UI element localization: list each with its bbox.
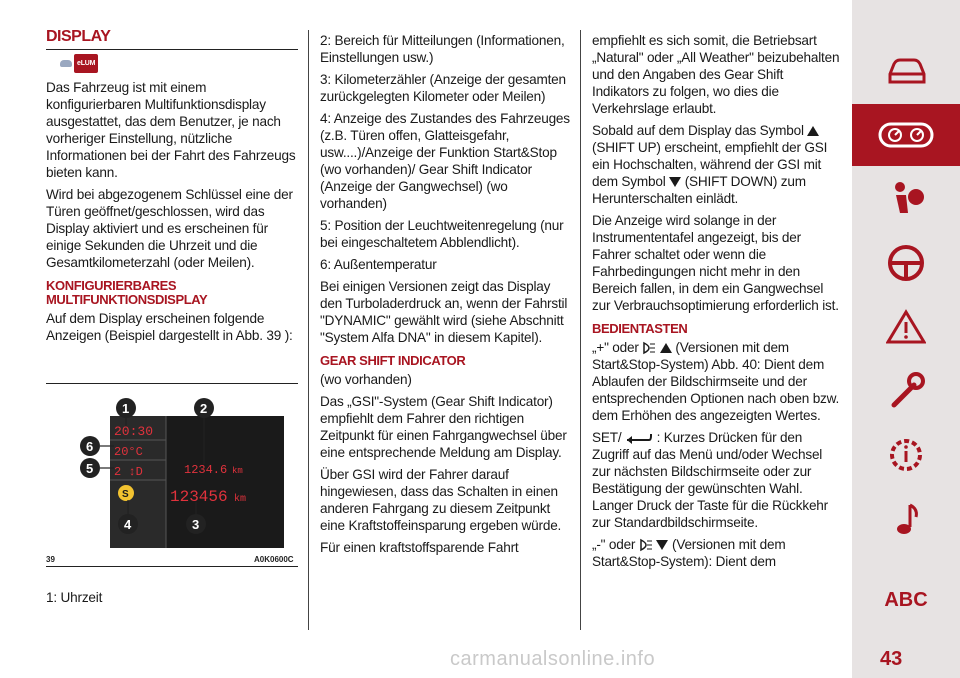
- display-odo: 123456: [170, 488, 228, 506]
- page-number: 43: [880, 648, 903, 670]
- figure-39: [46, 383, 298, 567]
- car-icon: [60, 60, 72, 67]
- list-item-5: 5: Position der Leuchtweitenregelung (nur bei eingeschaltetem Abblendlicht).: [320, 218, 564, 250]
- figure-code: A0K0600C: [254, 555, 294, 564]
- svg-text:6: 6: [86, 439, 94, 454]
- sidebar-item-warnings[interactable]: [852, 296, 960, 358]
- paragraph: Wird bei abgezogenem Schlüssel eine der Türen geöffnet/geschlossen, wird das Display aktiviert und es erscheinen für einige Sekunden die Uhrzeit und die Gesamtkilometerzahl (oder Meilen).: [46, 187, 293, 270]
- svg-text:S: S: [122, 489, 129, 500]
- display-trip-unit: km: [232, 466, 243, 476]
- display-headlight: 2 ↕D: [114, 465, 143, 479]
- display-time: 20:30: [114, 424, 154, 439]
- column-3: [592, 28, 842, 575]
- display-trip: 1234.6: [184, 463, 228, 477]
- paragraph: „-" oder (Versionen mit dem Start&Stop-System): Dient dem: [592, 537, 786, 569]
- sidebar-item-maintenance[interactable]: [852, 424, 960, 486]
- wrench-icon: [886, 371, 926, 411]
- column-divider: [580, 30, 581, 630]
- sidebar-item-safety[interactable]: [852, 168, 960, 230]
- headlight-leveling-icon: [642, 341, 656, 355]
- shift-down-icon: [669, 177, 681, 187]
- elum-badge: [60, 54, 98, 73]
- list-item-2: 2: Bereich für Mitteilungen (Informationen, Einstellungen usw.): [320, 33, 565, 65]
- shift-up-icon: [807, 126, 819, 136]
- list-item-4: 4: Anzeige des Zustandes des Fahrzeuges (z.B. Türen offen, Glatteisgefahr, usw....)/Anzeige der Funktion Start&Stop (wo vorhanden)/ Gear Shift Indicator (Anzeige der Gangwechsel) (wo vorhanden): [320, 111, 570, 211]
- elum-tag: eLUM: [74, 54, 98, 73]
- display-odo-unit: km: [234, 494, 247, 505]
- watermark: carmanualsonline.info: [450, 648, 656, 670]
- column-2: [320, 28, 570, 561]
- paragraph: Sobald auf dem Display das Symbol (SHIFT UP) erscheint, empfiehlt der GSI ein Hochschalten, während der GSI mit dem Symbol (SHIFT DOWN) zum Herunterschalten einlädt.: [592, 123, 828, 206]
- paragraph: Das „GSI"-System (Gear Shift Indicator) empfiehlt dem Fahrer den richtigen Zeitpunkt für einen Fahrgangwechsel über eine entsprechende Meldung am Display.: [320, 394, 567, 460]
- paragraph: empfiehlt es sich somit, die Betriebsart „Natural" oder „All Weather" beizubehalten und den Angaben des Gear Shift Indikators zu folgen, wo dies die Verkehrslage erlaubt.: [592, 33, 840, 116]
- list-item-6: 6: Außentemperatur: [320, 257, 437, 272]
- paragraph: Bei einigen Versionen zeigt das Display den Turboladerdruck an, wenn der Fahrstil "DYNAMIC" gewählt wird (siehe Abschnitt "System Alfa DNA" in diesem Kapitel).: [320, 279, 568, 345]
- paragraph: Für einen kraftstoffsparende Fahrt: [320, 540, 519, 555]
- music-icon: [886, 499, 926, 539]
- gauge-icon: [878, 120, 934, 150]
- paragraph: Die Anzeige wird solange in der Instrumententafel angezeigt, bis der Fahrer schaltet oder wenn die Fahrbedingungen nicht mehr in den Bereich fallen, in dem ein Gangwechsel zur Verbrauchsoptimierung erforderlich ist.: [592, 213, 839, 313]
- list-item-1: 1: Uhrzeit: [46, 590, 103, 605]
- list-item-3: 3: Kilometerzähler (Anzeige der gesamten zurückgelegten Kilometer oder Meilen): [320, 72, 566, 104]
- airbag-icon: [886, 179, 926, 219]
- paragraph: Auf dem Display erscheinen folgende Anzeigen (Beispiel dargestellt in Abb. 39 ):: [46, 311, 293, 343]
- arrow-up-icon: [660, 343, 672, 353]
- svg-text:2: 2: [200, 401, 208, 416]
- figure-number: 39: [46, 555, 55, 564]
- steering-wheel-icon: [886, 243, 926, 283]
- sidebar-item-driving[interactable]: [852, 232, 960, 294]
- paragraph: Das Fahrzeug ist mit einem konfigurierbaren Multifunktionsdisplay ausgestattet, das dem Benutzer, je nach vorheriger Einstellung, nützliche Informationen bei der Fahrt des Fahrzeugs bieten kann.: [46, 80, 296, 180]
- arrow-down-icon: [656, 540, 668, 550]
- column-divider: [308, 30, 309, 630]
- paragraph: Über GSI wird der Fahrer darauf hingewiesen, dass das Schalten in einen anderen Fahrgang zu diesem Zeitpunkt eine Kraftstoffeinsparung ergeben würde.: [320, 467, 562, 533]
- subsection-title: GEAR SHIFT INDICATOR: [320, 353, 466, 368]
- section-title: DISPLAY: [46, 28, 298, 50]
- paragraph: SET/ : Kurzes Drücken für den Zugriff auf das Menü und/oder Wechsel zur nächsten Bildschirmseite oder zur Bestätigung der gewünschten Wahl. Langer Druck der Taste für die Rückkehr zur Standardbildschirmseite.: [592, 430, 828, 530]
- subsection-title: KONFIGURIERBARES MULTIFUNKTIONSDISPLAY: [46, 278, 208, 307]
- display-illustration: [46, 384, 298, 566]
- display-temp: 20°C: [114, 445, 143, 459]
- paragraph: „+" oder (Versionen mit dem Start&Stop-System) Abb. 40: Dient dem Ablaufen der Bildschirmseite und der entsprechenden Optionen nach oben bzw. dem Erhöhen des angezeigten Wertes.: [592, 340, 840, 423]
- svg-text:3: 3: [192, 517, 200, 532]
- paragraph: (wo vorhanden): [320, 372, 412, 387]
- sidebar-item-emergency[interactable]: [852, 360, 960, 422]
- svg-text:1: 1: [122, 401, 130, 416]
- subsection-title: BEDIENTASTEN: [592, 321, 688, 336]
- return-arrow-icon: [625, 432, 653, 444]
- column-1: [46, 28, 298, 349]
- warning-icon: [886, 309, 926, 345]
- gear-info-icon: [886, 435, 926, 475]
- svg-text:4: 4: [124, 517, 132, 532]
- headlight-leveling-icon: [639, 538, 653, 552]
- sidebar-item-multimedia[interactable]: [852, 488, 960, 550]
- sidebar-item-car[interactable]: [852, 40, 960, 102]
- car-icon: [884, 56, 928, 86]
- sidebar-item-index[interactable]: ABC: [884, 588, 928, 611]
- sidebar-item-dashboard[interactable]: [852, 104, 960, 166]
- chapter-sidebar: [852, 0, 960, 678]
- svg-text:5: 5: [86, 461, 94, 476]
